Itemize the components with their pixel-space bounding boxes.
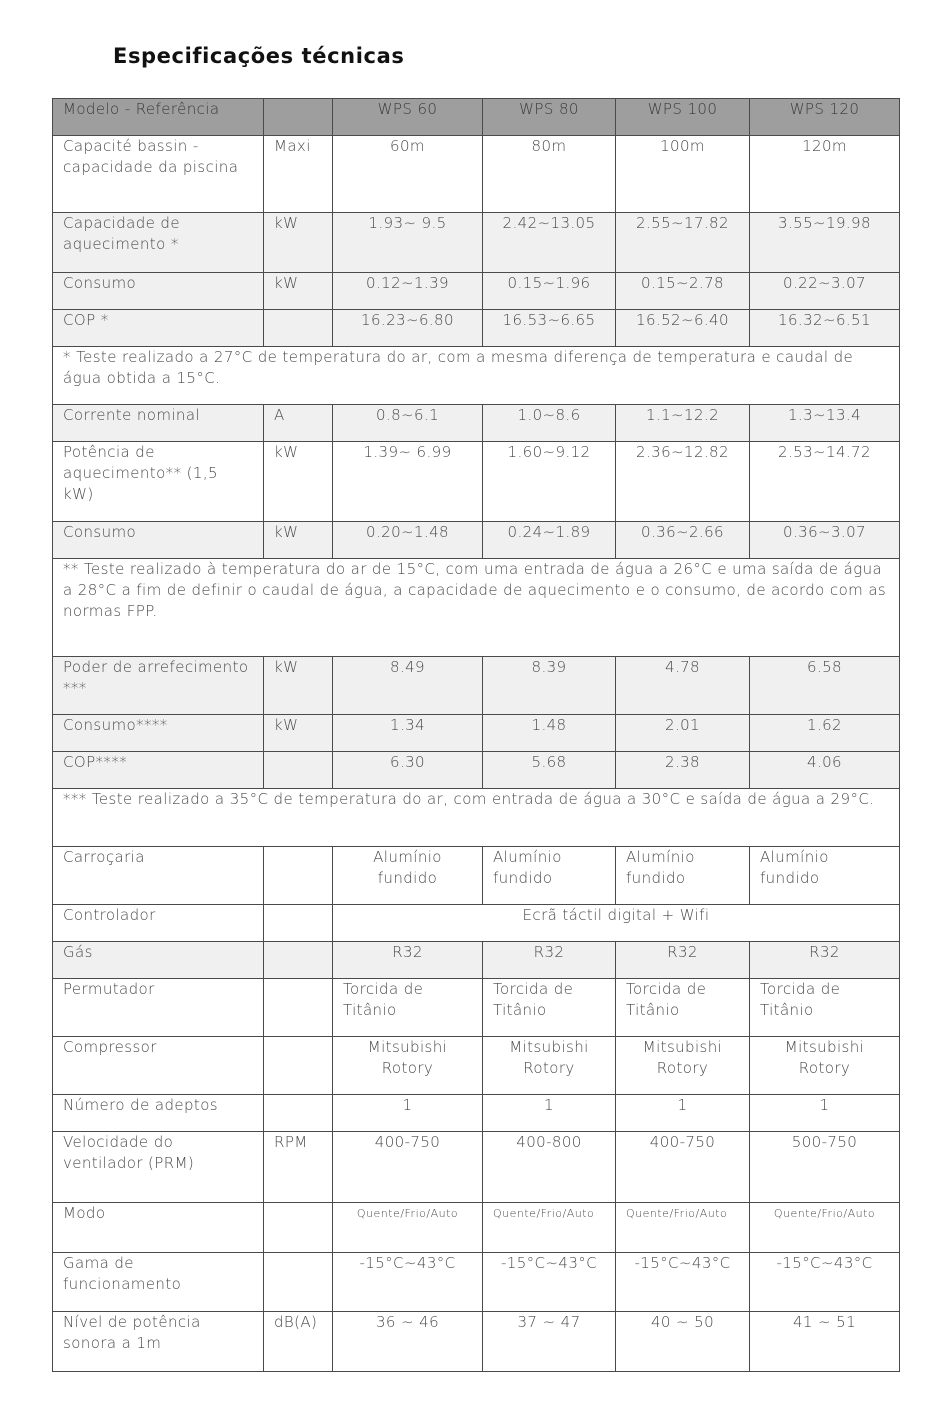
row-value: Torcida de Titânio	[616, 979, 750, 1037]
table-row	[53, 789, 900, 847]
row-value: -15°C~43°C	[333, 1253, 483, 1312]
row-value: 500-750	[750, 1132, 900, 1203]
table-row	[53, 1312, 900, 1372]
row-value: R32	[483, 942, 616, 979]
spec-table	[52, 98, 900, 1372]
row-value: 40 ~ 50	[616, 1312, 750, 1372]
row-label: Permutador	[53, 979, 264, 1037]
row-unit: kW	[264, 213, 333, 273]
row-value: 16.52~6.40	[616, 310, 750, 347]
row-value: 1.60~9.12	[483, 442, 616, 522]
row-label: Poder de arrefecimento ***	[53, 657, 264, 715]
table-row	[53, 99, 900, 136]
row-value: 16.32~6.51	[750, 310, 900, 347]
table-row	[53, 1253, 900, 1312]
row-value: 0.15~2.78	[616, 273, 750, 310]
row-label: Capacité bassin - capacidade da piscina	[53, 136, 264, 213]
row-value: 0.22~3.07	[750, 273, 900, 310]
row-label: Consumo	[53, 522, 264, 559]
row-value: 60m	[333, 136, 483, 213]
header-model: WPS 120	[750, 99, 900, 136]
row-label: Consumo****	[53, 715, 264, 752]
row-value: 1.1~12.2	[616, 405, 750, 442]
table-row	[53, 522, 900, 559]
page-title: Especificações técnicas	[113, 44, 405, 68]
row-label: Carroçaria	[53, 847, 264, 905]
row-value: 36 ~ 46	[333, 1312, 483, 1372]
row-unit	[264, 1253, 333, 1312]
table-row	[53, 1037, 900, 1095]
row-unit	[264, 979, 333, 1037]
header-label: Modelo - Referência	[53, 99, 264, 136]
row-value: 1	[483, 1095, 616, 1132]
row-unit: A	[264, 405, 333, 442]
header-unit	[264, 99, 333, 136]
row-unit	[264, 752, 333, 789]
row-value: 80m	[483, 136, 616, 213]
row-value: 1.34	[333, 715, 483, 752]
row-unit: RPM	[264, 1132, 333, 1203]
table-row	[53, 657, 900, 715]
row-unit	[264, 310, 333, 347]
row-value: 1.39~ 6.99	[333, 442, 483, 522]
row-label: Capacidade de aquecimento *	[53, 213, 264, 273]
row-value: 6.30	[333, 752, 483, 789]
row-value: Mitsubishi Rotory	[750, 1037, 900, 1095]
row-value: 2.53~14.72	[750, 442, 900, 522]
row-value: 1.62	[750, 715, 900, 752]
row-value: 1	[616, 1095, 750, 1132]
row-value: -15°C~43°C	[483, 1253, 616, 1312]
row-unit: kW	[264, 715, 333, 752]
row-value: 0.20~1.48	[333, 522, 483, 559]
row-value: Torcida de Titânio	[750, 979, 900, 1037]
row-value: Torcida de Titânio	[483, 979, 616, 1037]
row-value: 4.06	[750, 752, 900, 789]
row-unit: kW	[264, 657, 333, 715]
row-value: 2.55~17.82	[616, 213, 750, 273]
table-row	[53, 442, 900, 522]
row-value: 37 ~ 47	[483, 1312, 616, 1372]
table-row	[53, 1095, 900, 1132]
table-row	[53, 347, 900, 405]
row-value: Quente/Frio/Auto	[616, 1203, 750, 1253]
row-value: 8.49	[333, 657, 483, 715]
row-value: 16.53~6.65	[483, 310, 616, 347]
row-unit	[264, 1095, 333, 1132]
row-value: -15°C~43°C	[750, 1253, 900, 1312]
row-value: 2.01	[616, 715, 750, 752]
row-value: 1	[750, 1095, 900, 1132]
row-unit	[264, 1037, 333, 1095]
row-value: 1.93~ 9.5	[333, 213, 483, 273]
row-value: 1	[333, 1095, 483, 1132]
table-row	[53, 405, 900, 442]
row-label: Velocidade do ventilador (PRM)	[53, 1132, 264, 1203]
table-row	[53, 213, 900, 273]
row-value: Torcida de Titânio	[333, 979, 483, 1037]
row-value: Quente/Frio/Auto	[483, 1203, 616, 1253]
table-row	[53, 942, 900, 979]
row-value: Quente/Frio/Auto	[750, 1203, 900, 1253]
table-row	[53, 847, 900, 905]
row-unit: Maxi	[264, 136, 333, 213]
row-value: 400-800	[483, 1132, 616, 1203]
row-value: 5.68	[483, 752, 616, 789]
row-label: Compressor	[53, 1037, 264, 1095]
row-value: 0.15~1.96	[483, 273, 616, 310]
row-value: 8.39	[483, 657, 616, 715]
header-model: WPS 80	[483, 99, 616, 136]
footnote: ** Teste realizado à temperatura do ar de 15°C, com uma entrada de água a 26°C e uma saída de água a 28°C a fim de definir o caudal de água, a capacidade de aquecimento e o consumo, de acordo com as normas FPP.	[53, 559, 900, 657]
row-value: 1.48	[483, 715, 616, 752]
row-value: 2.38	[616, 752, 750, 789]
row-label: COP *	[53, 310, 264, 347]
row-value: 6.58	[750, 657, 900, 715]
row-value: Mitsubishi Rotory	[333, 1037, 483, 1095]
row-label: Controlador	[53, 905, 264, 942]
row-value: Alumínio fundido	[483, 847, 616, 905]
row-value: 41 ~ 51	[750, 1312, 900, 1372]
row-unit: dB(A)	[264, 1312, 333, 1372]
table-row	[53, 905, 900, 942]
row-unit	[264, 942, 333, 979]
row-value: Mitsubishi Rotory	[616, 1037, 750, 1095]
footnote: *** Teste realizado a 35°C de temperatura do ar, com entrada de água a 30°C e saída de água a 29°C.	[53, 789, 900, 847]
row-value: 120m	[750, 136, 900, 213]
row-label: Número de adeptos	[53, 1095, 264, 1132]
row-label: Potência de aquecimento** (1,5 kW)	[53, 442, 264, 522]
table-row	[53, 136, 900, 213]
row-value: 0.8~6.1	[333, 405, 483, 442]
table-row	[53, 752, 900, 789]
header-model: WPS 60	[333, 99, 483, 136]
row-value: Quente/Frio/Auto	[333, 1203, 483, 1253]
row-value: Alumínio fundido	[333, 847, 483, 905]
row-unit	[264, 847, 333, 905]
row-value: 0.24~1.89	[483, 522, 616, 559]
row-label: Corrente nominal	[53, 405, 264, 442]
row-value: -15°C~43°C	[616, 1253, 750, 1312]
table-row	[53, 273, 900, 310]
row-unit	[264, 905, 333, 942]
row-value: R32	[750, 942, 900, 979]
row-value: 100m	[616, 136, 750, 213]
row-value: Alumínio fundido	[616, 847, 750, 905]
row-label: Modo	[53, 1203, 264, 1253]
row-value: R32	[616, 942, 750, 979]
row-label: Nível de potência sonora a 1m	[53, 1312, 264, 1372]
row-label: Gama de funcionamento	[53, 1253, 264, 1312]
row-value: 0.12~1.39	[333, 273, 483, 310]
table-row	[53, 1132, 900, 1203]
row-unit: kW	[264, 273, 333, 310]
row-unit: kW	[264, 522, 333, 559]
table-row	[53, 1203, 900, 1253]
row-value: R32	[333, 942, 483, 979]
row-value: 0.36~2.66	[616, 522, 750, 559]
row-value: Alumínio fundido	[750, 847, 900, 905]
table-row	[53, 715, 900, 752]
row-value: 3.55~19.98	[750, 213, 900, 273]
row-value: 2.42~13.05	[483, 213, 616, 273]
row-value: 16.23~6.80	[333, 310, 483, 347]
footnote: * Teste realizado a 27°C de temperatura do ar, com a mesma diferença de temperatura e caudal de água obtida a 15°C.	[53, 347, 900, 405]
row-label: Consumo	[53, 273, 264, 310]
row-value-span: Ecrã táctil digital + Wifi	[333, 905, 900, 942]
row-value: 4.78	[616, 657, 750, 715]
row-value: Mitsubishi Rotory	[483, 1037, 616, 1095]
row-unit: kW	[264, 442, 333, 522]
row-value: 1.3~13.4	[750, 405, 900, 442]
table-row	[53, 310, 900, 347]
row-label: Gás	[53, 942, 264, 979]
row-value: 0.36~3.07	[750, 522, 900, 559]
row-label: COP****	[53, 752, 264, 789]
table-row	[53, 559, 900, 657]
row-value: 2.36~12.82	[616, 442, 750, 522]
row-value: 1.0~8.6	[483, 405, 616, 442]
row-value: 400-750	[333, 1132, 483, 1203]
table-row	[53, 979, 900, 1037]
header-model: WPS 100	[616, 99, 750, 136]
row-unit	[264, 1203, 333, 1253]
row-value: 400-750	[616, 1132, 750, 1203]
spec-table-body	[53, 99, 900, 1372]
